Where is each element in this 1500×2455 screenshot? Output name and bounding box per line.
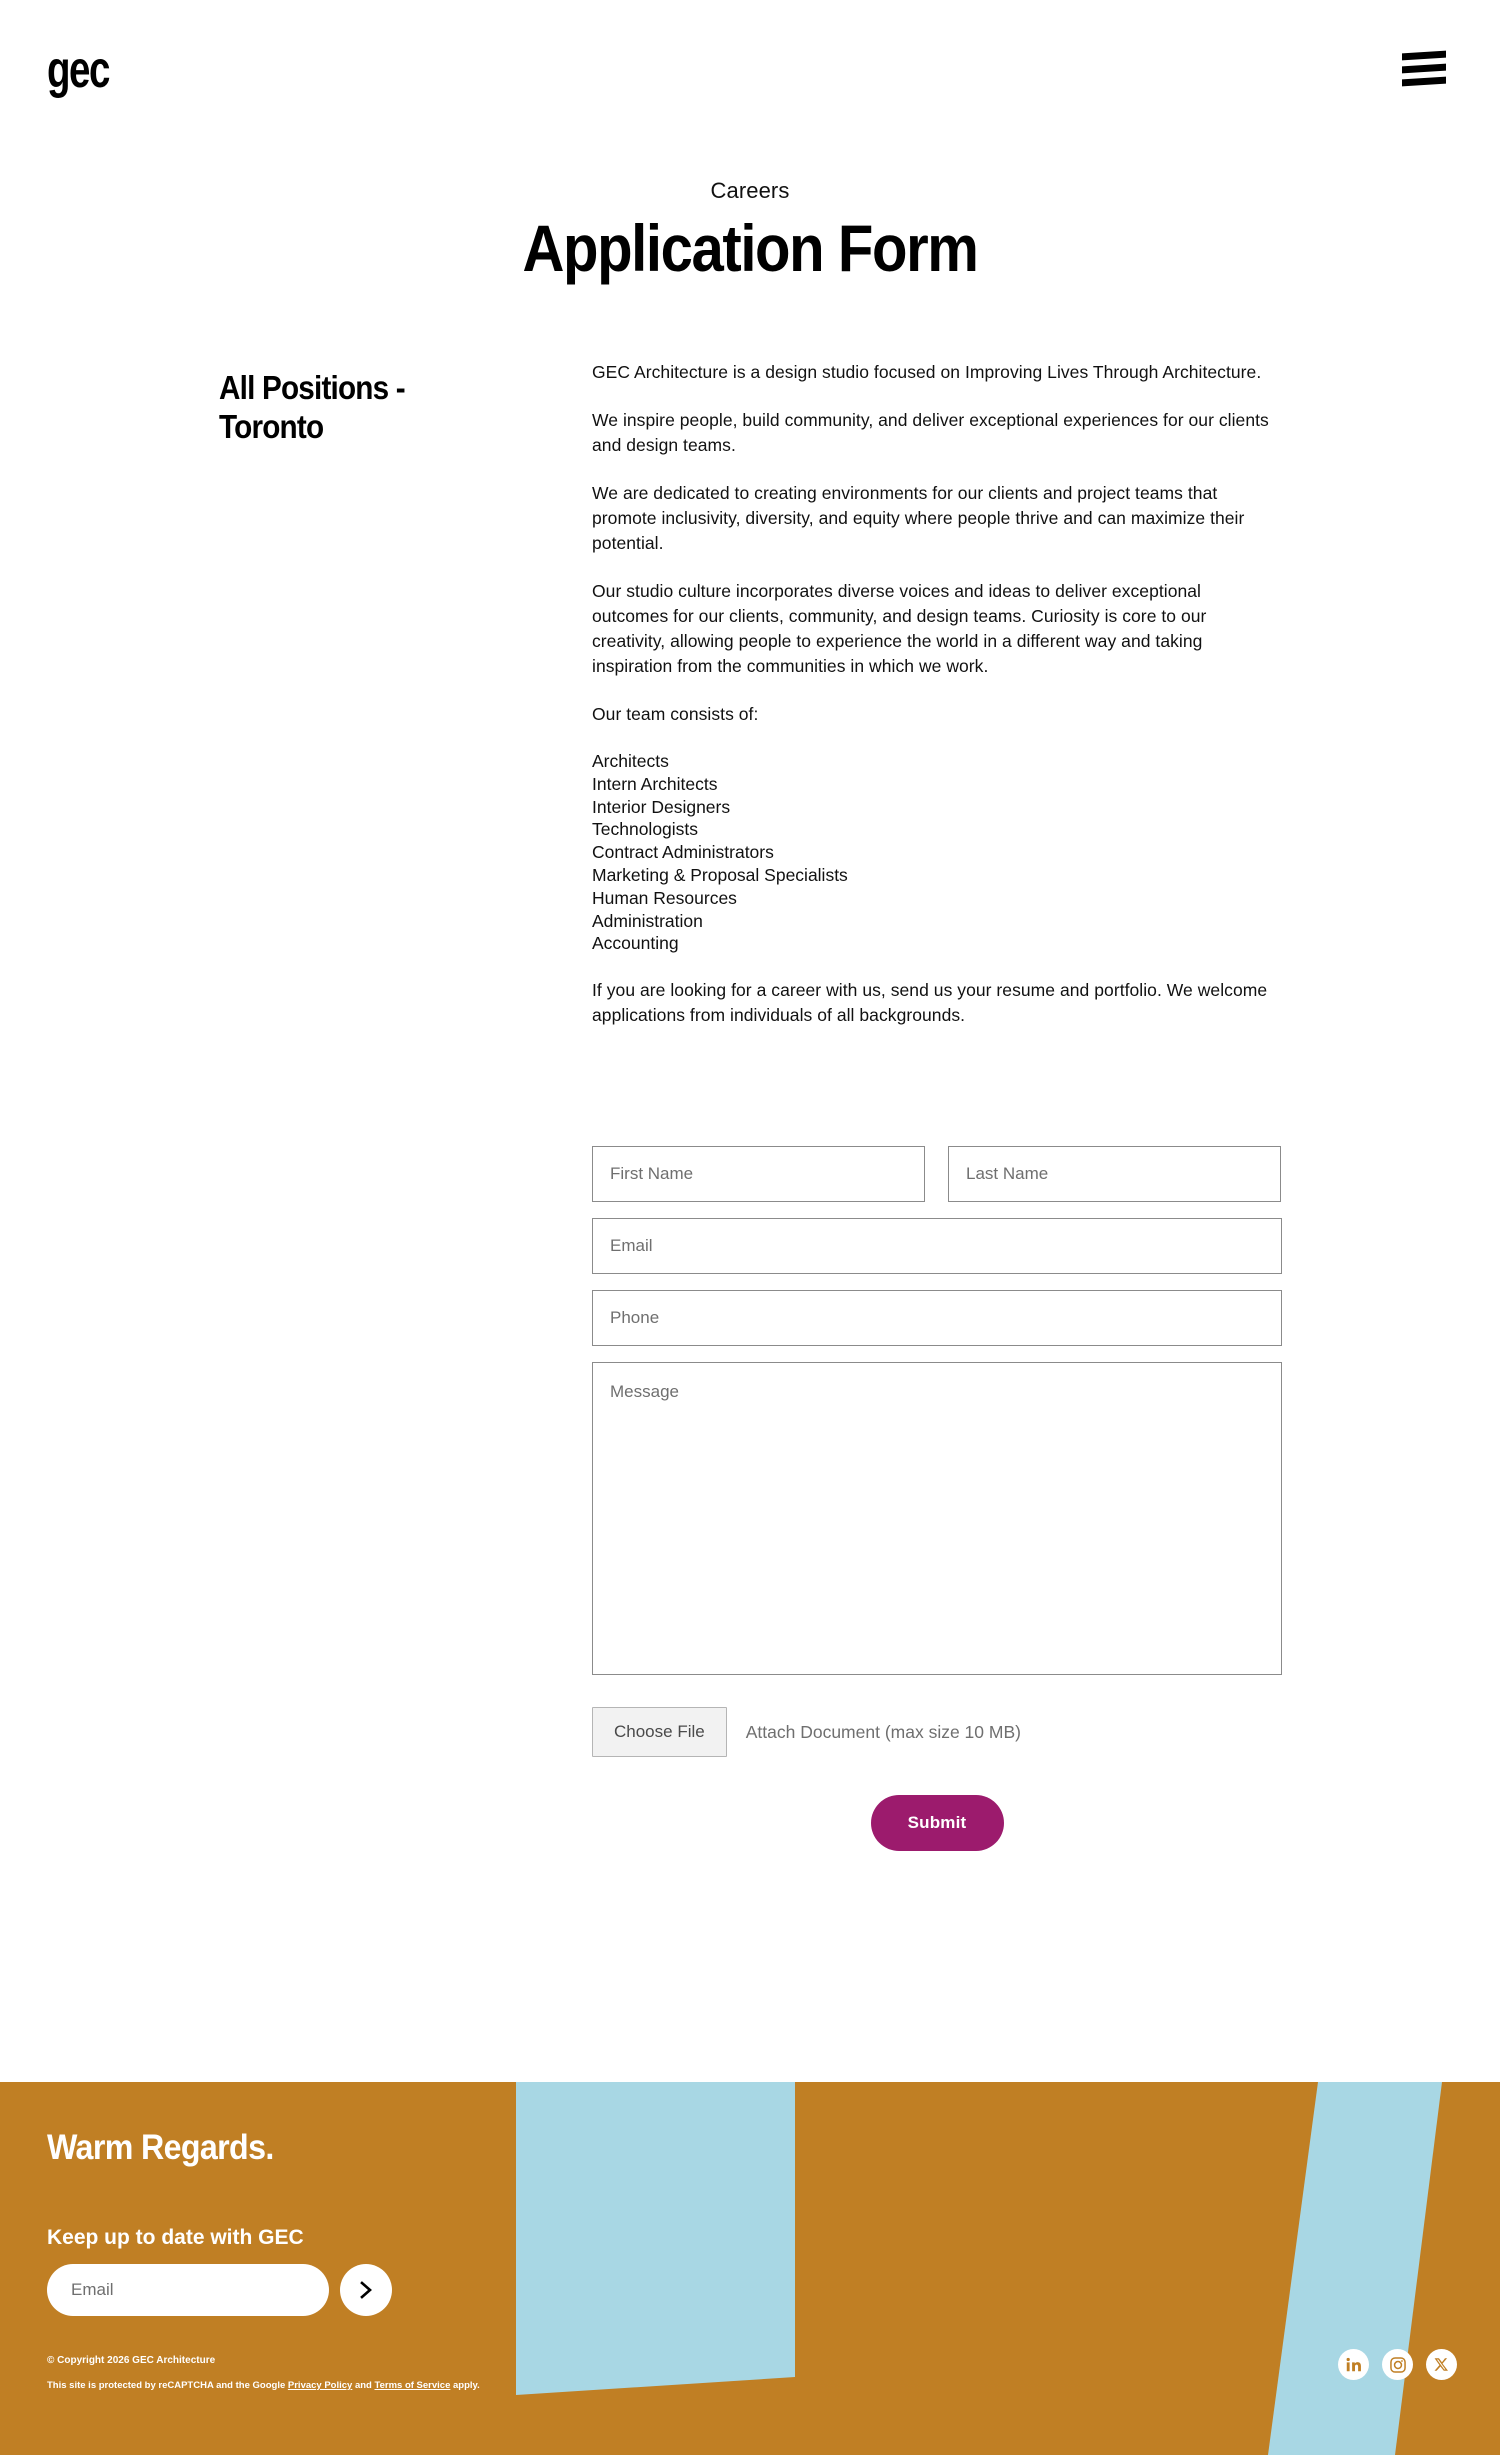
list-item: Intern Architects [592, 773, 718, 794]
social-links [1338, 2349, 1457, 2380]
team-intro-paragraph: Our team consists of: [592, 704, 759, 724]
inclusivity-paragraph: We are dedicated to creating environments for our clients and project teams that promote inclusivity, diversity, and equity where people thrive and can maximize their potential. [592, 483, 1245, 553]
file-upload-row [592, 1707, 1282, 1757]
list-item: Administration [592, 910, 703, 931]
list-item: Interior Designers [592, 796, 731, 817]
instagram-icon [1389, 2356, 1407, 2374]
footer-legal [47, 2354, 480, 2392]
site-header [0, 0, 1500, 140]
first-name-input[interactable] [592, 1146, 925, 1202]
breadcrumb-careers: Careers [710, 178, 790, 203]
position-column [219, 368, 519, 446]
mission-paragraph: We inspire people, build community, and deliver exceptional experiences for our clients and design teams. [592, 410, 1269, 455]
page-heading-block [0, 178, 1500, 286]
choose-file-button[interactable]: Choose File [592, 1707, 727, 1757]
footer-heading: Warm Regards. [47, 2128, 274, 2167]
x-twitter-icon [1434, 2357, 1449, 2372]
newsletter-form [47, 2264, 392, 2316]
last-name-input[interactable] [948, 1146, 1281, 1202]
list-item: Architects [592, 751, 669, 771]
site-footer [0, 2082, 1500, 2455]
roles-list [592, 750, 1282, 955]
terms-of-service-link[interactable]: Terms of Service [374, 2380, 451, 2391]
copyright-text: © Copyright 2026 GEC Architecture [47, 2355, 216, 2366]
list-item: Marketing & Proposal Specialists [592, 864, 848, 885]
hamburger-bar [1402, 64, 1446, 74]
name-row [592, 1146, 1282, 1218]
position-title: All Positions - Toronto [219, 369, 405, 445]
chevron-right-icon [358, 2280, 374, 2300]
footer-content [47, 2082, 1457, 2455]
newsletter-submit-button[interactable] [340, 2264, 392, 2316]
gec-logo[interactable]: gec [47, 41, 109, 99]
list-item: Technologists [592, 819, 699, 840]
newsletter-prompt: Keep up to date with GEC [47, 2226, 304, 2249]
phone-input[interactable] [592, 1290, 1282, 1346]
privacy-policy-link[interactable]: Privacy Policy [287, 2380, 353, 2391]
social-link-instagram[interactable] [1382, 2349, 1413, 2380]
linkedin-icon [1345, 2356, 1362, 2373]
social-link-x[interactable] [1426, 2349, 1457, 2380]
list-item: Contract Administrators [592, 842, 774, 863]
hamburger-bar [1402, 51, 1446, 61]
social-link-linkedin[interactable] [1338, 2349, 1369, 2380]
list-item: Human Resources [592, 887, 737, 908]
list-item: Accounting [592, 933, 679, 954]
description-column [592, 360, 1282, 1051]
submit-button[interactable]: Submit [871, 1795, 1004, 1851]
recaptcha-notice [47, 2379, 480, 2392]
recaptcha-suffix: apply. [450, 2380, 480, 2391]
recaptcha-prefix: This site is protected by reCAPTCHA and the Google [47, 2380, 288, 2391]
page-title: Application Form [522, 211, 978, 285]
application-form [592, 1146, 1282, 1851]
culture-paragraph: Our studio culture incorporates diverse voices and ideas to deliver exceptional outcomes for our clients, community, and design teams. Curiosity is core to our creativity, allowing people to experience the world in a different way and taking inspiration from the communities in which we work. [592, 581, 1207, 676]
intro-paragraph: GEC Architecture is a design studio focused on Improving Lives Through Architecture. [592, 362, 1262, 382]
newsletter-email-input[interactable] [47, 2264, 329, 2316]
submit-row [592, 1795, 1282, 1851]
hamburger-bar [1402, 77, 1446, 87]
hamburger-menu-icon[interactable] [1402, 52, 1452, 90]
attach-document-label: Attach Document (max size 10 MB) [745, 1721, 1021, 1742]
email-input[interactable] [592, 1218, 1282, 1274]
message-textarea[interactable] [592, 1362, 1282, 1675]
recaptcha-mid: and [352, 2380, 375, 2391]
closing-paragraph: If you are looking for a career with us, send us your resume and portfolio. We welcome applications from individuals of all backgrounds. [592, 980, 1268, 1026]
